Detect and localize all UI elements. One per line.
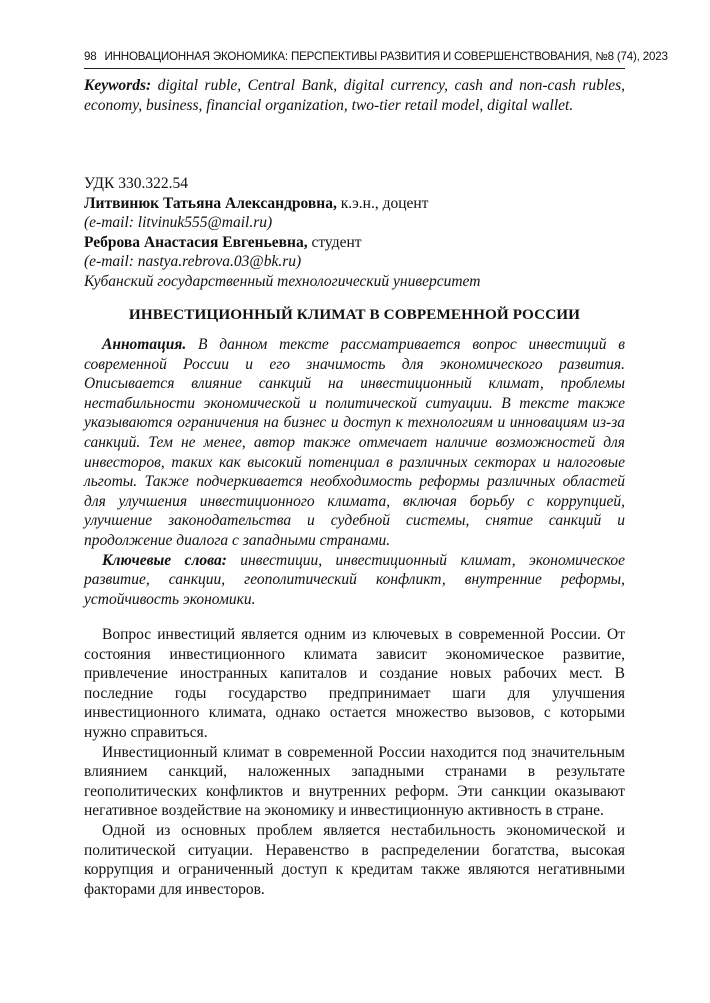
author-2-role: студент [307, 233, 362, 251]
author-2 [84, 233, 625, 253]
previous-keywords-label: Keywords: [84, 77, 152, 94]
abstract [84, 335, 625, 609]
journal-title: ИННОВАЦИОННАЯ ЭКОНОМИКА: ПЕРСПЕКТИВЫ РАЗВИТИЯ И СОВЕРШЕНСТВОВАНИЯ, №8 (74), 2023 [104, 50, 668, 63]
author-1-email: (e-mail: litvinuk555@mail.ru) [84, 214, 273, 232]
body-paragraph-2: Инвестиционный климат в современной России находится под значительным влиянием санкций, наложенных западными странами в результате геополитических конфликтов и внутренних реформ. Эти санкции оказывают негативное воздействие на экономику и инвестиционную активность в стране. [84, 743, 625, 820]
page-number: 98 [84, 50, 97, 63]
previous-keywords-text: digital ruble, Central Bank, digital currency, cash and non-cash rubles, economy, business, financial organization, two-tier retail model, digital wallet. [84, 77, 625, 114]
article-title: ИНВЕСТИЦИОННЫЙ КЛИМАТ В СОВРЕМЕННОЙ РОССИИ [128, 306, 581, 323]
author-2-name: Реброва Анастасия Евгеньевна, [84, 233, 308, 251]
udc-code: УДК 330.322.54 [84, 175, 188, 192]
body-paragraph-1: Вопрос инвестиций является одним из ключевых в современной России. От состояния инвестиционного климата зависит экономическое развитие, привлечение иностранных капиталов и создание новых рабочих мест. В последние годы государство предпринимает шаги для улучшения инвестиционного климата, однако остается множество вызовов, с которыми нужно справиться. [84, 626, 625, 741]
affiliation: Кубанский государственный технологический университет [84, 272, 481, 290]
article-meta [84, 174, 625, 292]
keywords-text: инвестиции, инвестиционный климат, экономическое развитие, санкции, геополитический конфликт, внутренние реформы, устойчивость экономики. [84, 551, 626, 608]
author-1 [84, 194, 625, 214]
body-text [84, 625, 625, 899]
author-1-role: к.э.н., доцент [336, 194, 429, 212]
abstract-label: Аннотация. [102, 336, 187, 353]
previous-keywords [84, 76, 625, 115]
running-head [84, 50, 668, 63]
header-rule [84, 68, 625, 69]
author-2-email: (e-mail: nastya.rebrova.03@bk.ru) [84, 253, 302, 271]
abstract-text: В данном тексте рассматривается вопрос инвестиций в современной России и его значимость для экономического развития. Описывается влияние санкций на инвестиционный климат, проблемы нестабильности экономической и политической ситуации. В тексте также указываются ограничения на бизнес и доступ к технологиям и инновациям из-за санкций. Тем не менее, автор также отмечает наличие возможностей для инвесторов, таких как высокий потенциал в различных секторах и налоговые льготы. Также подчеркивается необходимость реформы различных областей для улучшения инвестиционного климата, включая борьбу с коррупцией, улучшение законодательства и судебной системы, снятие санкций и продолжение диалога с западными странами. [84, 336, 625, 549]
keywords-label: Ключевые слова: [102, 551, 227, 569]
keywords-paragraph [84, 551, 625, 610]
author-1-name: Литвинюк Татьяна Александровна, [84, 194, 337, 212]
body-paragraph-3: Одной из основных проблем является нестабильность экономической и политической ситуации. Неравенство в распределении богатства, высокая коррупция и ограниченный доступ к кредитам также являются негативными факторами для инвесторов. [84, 821, 625, 898]
abstract-paragraph [84, 335, 625, 551]
